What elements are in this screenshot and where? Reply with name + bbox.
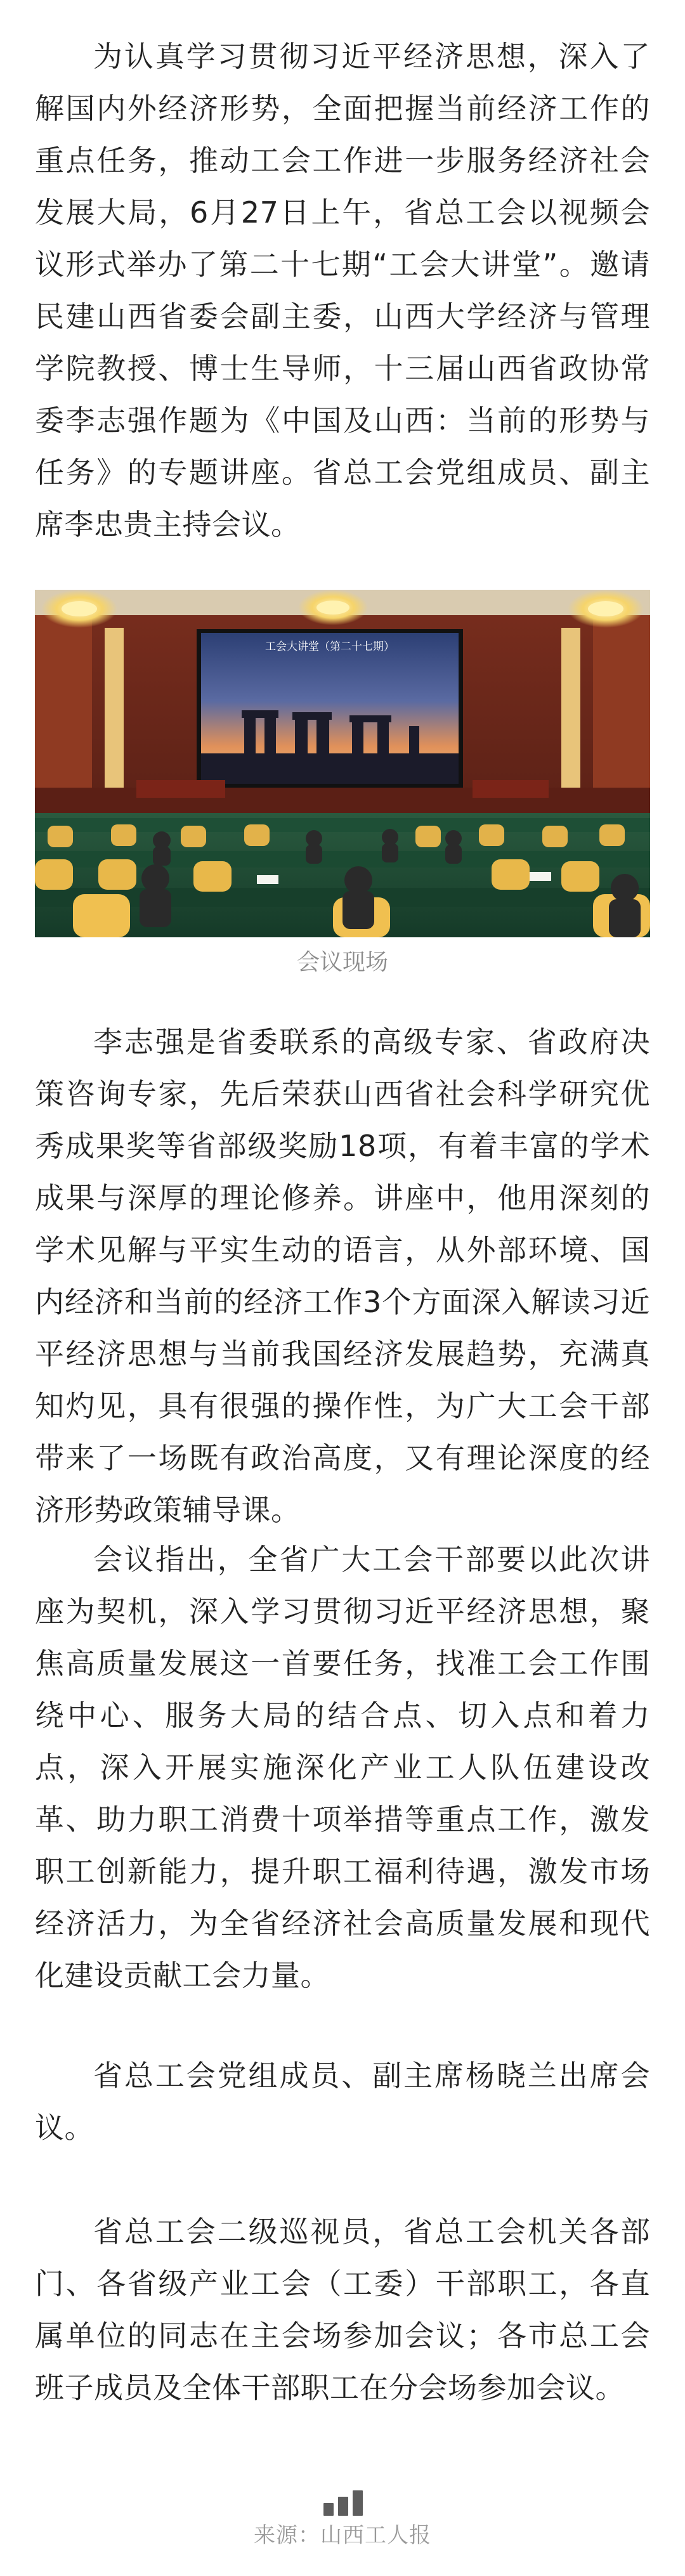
article-paragraph-5: 省总工会二级巡视员，省总工会机关各部门、各省级产业工会（工委）干部职工，各直属单位的同志在主会场参加会议；各市总工会班子成员及全体干部职工在分会场参加会议。: [35, 2215, 650, 2405]
chandelier-icon: [41, 590, 117, 628]
article-source: 来源：山西工人报: [254, 2523, 431, 2548]
article-paragraph-3: 会议指出，全省广大工会干部要以此次讲座为契机，深入学习贯彻习近平经济思想，聚焦高质量发展这一首要任务，找准工会工作围绕中心、服务大局的结合点、切入点和着力点，深入开展实施深化产业工人队伍建设改革、助力职工消费十项举措等重点工作，激发职工创新能力，提升职工福利待遇，激发市场经济活力，为全省经济社会高质量发展和现代化建设贡献工会力量。: [35, 1542, 650, 1993]
article-paragraph-1: 为认真学习贯彻习近平经济思想，深入了解国内外经济形势，全面把握当前经济工作的重点任务，推动工会工作进一步服务经济社会发展大局，6月27日上午，省总工会以视频会议形式举办了第二十七期“工会大讲堂”。邀请民建山西省委会副主委，山西大学经济与管理学院教授、博士生导师，十三届山西省政协常委李志强作题为《中国及山西：当前的形势与任务》的专题讲座。省总工会党组成员、副主席李忠贵主持会议。: [35, 39, 650, 542]
article-paragraph-4: 省总工会党组成员、副主席杨晓兰出席会议。: [35, 2059, 650, 2145]
photo-caption: 会议现场: [296, 949, 388, 975]
article-paragraph-2: 李志强是省委联系的高级专家、省政府决策咨询专家，先后荣获山西省社会科学研究优秀成果奖等省部级奖励18项，有着丰富的学术成果与深厚的理论修养。讲座中，他用深刻的学术见解与平实生动的语言，从外部环境、国内经济和当前的经济工作3个方面深入解读习近平经济思想与当前我国经济发展趋势，充满真知灼见，具有很强的操作性，为广大工会干部带来了一场既有政治高度，又有理论深度的经济形势政策辅导课。: [35, 1025, 650, 1527]
meeting-photo: [35, 590, 650, 937]
bar-chart-icon: [321, 2490, 365, 2516]
screen-title: 工会大讲堂（第二十七期）: [265, 641, 395, 653]
